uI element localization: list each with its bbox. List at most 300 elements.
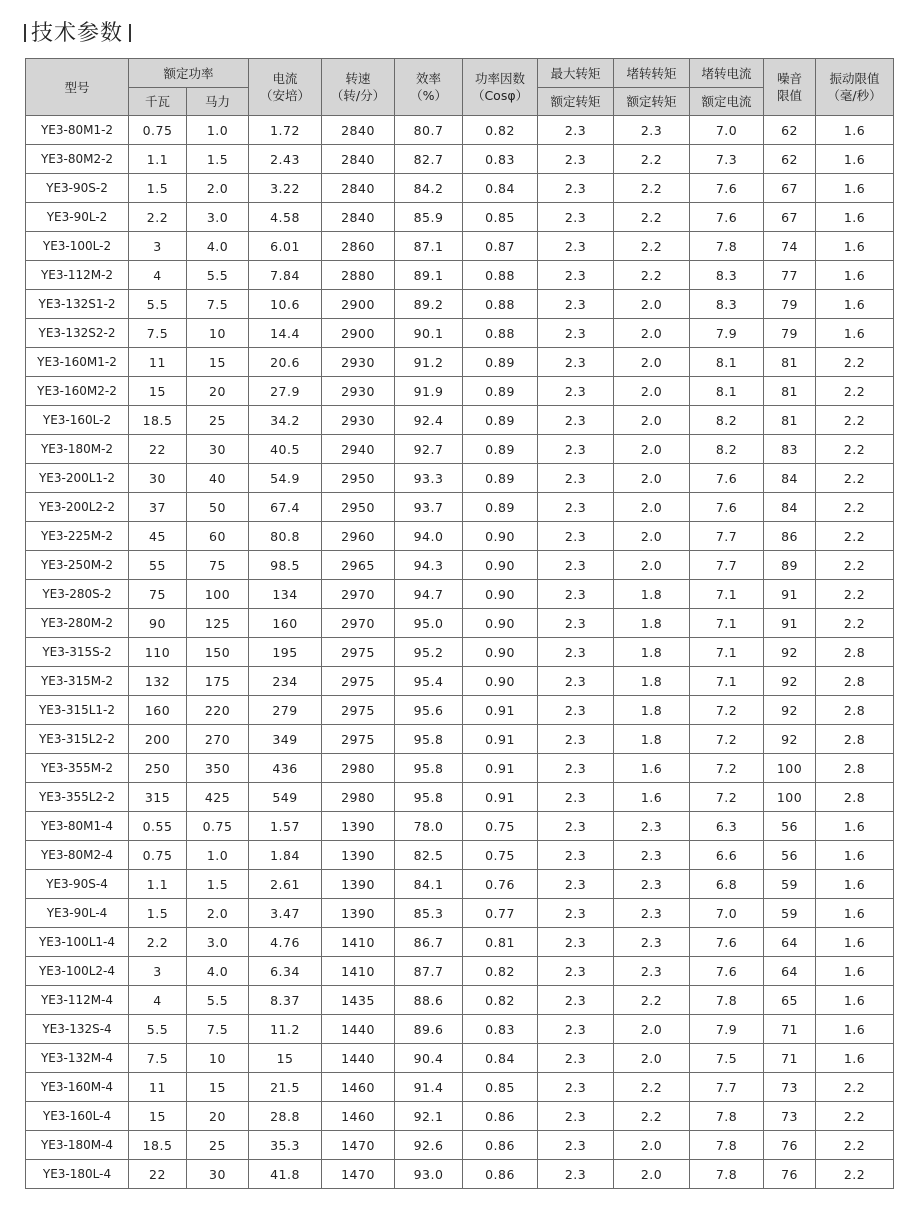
value-cell: 0.86 xyxy=(463,1160,538,1189)
value-cell: 60 xyxy=(187,522,249,551)
value-cell: 89.2 xyxy=(395,290,463,319)
value-cell: 2.2 xyxy=(129,928,187,957)
value-cell: 28.8 xyxy=(249,1102,322,1131)
table-body xyxy=(26,116,894,1189)
value-cell: 1.6 xyxy=(816,812,894,841)
value-cell: 1.72 xyxy=(249,116,322,145)
value-cell: 7.6 xyxy=(690,174,764,203)
value-cell: 62 xyxy=(764,116,816,145)
value-cell: 2900 xyxy=(322,290,395,319)
value-cell: 2.8 xyxy=(816,754,894,783)
model-cell: YE3-160L-2 xyxy=(26,406,129,435)
value-cell: 0.90 xyxy=(463,609,538,638)
page-title xyxy=(24,16,131,47)
model-cell: YE3-355L2-2 xyxy=(26,783,129,812)
table-row xyxy=(26,725,894,754)
value-cell: 22 xyxy=(129,1160,187,1189)
value-cell: 150 xyxy=(187,638,249,667)
value-cell: 4 xyxy=(129,261,187,290)
value-cell: 2.3 xyxy=(538,1073,614,1102)
value-cell: 1.6 xyxy=(816,986,894,1015)
value-cell: 2930 xyxy=(322,348,395,377)
value-cell: 134 xyxy=(249,580,322,609)
value-cell: 0.90 xyxy=(463,551,538,580)
value-cell: 2840 xyxy=(322,145,395,174)
value-cell: 71 xyxy=(764,1015,816,1044)
value-cell: 1.6 xyxy=(816,899,894,928)
value-cell: 2.3 xyxy=(538,145,614,174)
value-cell: 2.3 xyxy=(538,638,614,667)
value-cell: 92.7 xyxy=(395,435,463,464)
value-cell: 30 xyxy=(129,464,187,493)
value-cell: 2.8 xyxy=(816,725,894,754)
value-cell: 2.61 xyxy=(249,870,322,899)
model-cell: YE3-100L-2 xyxy=(26,232,129,261)
value-cell: 2.3 xyxy=(538,232,614,261)
value-cell: 7.6 xyxy=(690,957,764,986)
value-cell: 2.3 xyxy=(538,493,614,522)
model-cell: YE3-112M-4 xyxy=(26,986,129,1015)
value-cell: 2.0 xyxy=(614,493,690,522)
value-cell: 18.5 xyxy=(129,406,187,435)
value-cell: 71 xyxy=(764,1044,816,1073)
value-cell: 85.3 xyxy=(395,899,463,928)
value-cell: 2.2 xyxy=(816,464,894,493)
value-cell: 2.3 xyxy=(538,377,614,406)
value-cell: 89.1 xyxy=(395,261,463,290)
value-cell: 15 xyxy=(129,377,187,406)
value-cell: 95.8 xyxy=(395,783,463,812)
value-cell: 0.83 xyxy=(463,1015,538,1044)
value-cell: 7.9 xyxy=(690,1015,764,1044)
value-cell: 92 xyxy=(764,696,816,725)
value-cell: 100 xyxy=(764,783,816,812)
value-cell: 0.75 xyxy=(129,116,187,145)
value-cell: 2970 xyxy=(322,609,395,638)
value-cell: 90.4 xyxy=(395,1044,463,1073)
value-cell: 7.6 xyxy=(690,928,764,957)
value-cell: 2.3 xyxy=(538,406,614,435)
value-cell: 0.77 xyxy=(463,899,538,928)
value-cell: 1.6 xyxy=(816,261,894,290)
table-row xyxy=(26,551,894,580)
value-cell: 2980 xyxy=(322,754,395,783)
value-cell: 11 xyxy=(129,1073,187,1102)
table-row xyxy=(26,696,894,725)
value-cell: 95.4 xyxy=(395,667,463,696)
value-cell: 56 xyxy=(764,812,816,841)
header-kw: 千瓦 xyxy=(129,88,187,116)
value-cell: 2.3 xyxy=(538,841,614,870)
value-cell: 0.88 xyxy=(463,290,538,319)
value-cell: 74 xyxy=(764,232,816,261)
table-row xyxy=(26,406,894,435)
value-cell: 84 xyxy=(764,464,816,493)
value-cell: 2.0 xyxy=(614,1044,690,1073)
value-cell: 86 xyxy=(764,522,816,551)
value-cell: 1.6 xyxy=(816,928,894,957)
value-cell: 100 xyxy=(764,754,816,783)
value-cell: 41.8 xyxy=(249,1160,322,1189)
value-cell: 2970 xyxy=(322,580,395,609)
value-cell: 15 xyxy=(187,1073,249,1102)
table-row xyxy=(26,812,894,841)
header-max-torque-rated: 额定转矩 xyxy=(538,88,614,116)
value-cell: 2.3 xyxy=(538,1102,614,1131)
model-cell: YE3-315L1-2 xyxy=(26,696,129,725)
table-row xyxy=(26,1160,894,1189)
value-cell: 79 xyxy=(764,290,816,319)
model-cell: YE3-225M-2 xyxy=(26,522,129,551)
value-cell: 64 xyxy=(764,957,816,986)
table-row xyxy=(26,348,894,377)
header-locked-current-rated: 额定电流 xyxy=(690,88,764,116)
value-cell: 4.0 xyxy=(187,232,249,261)
value-cell: 40 xyxy=(187,464,249,493)
value-cell: 88.6 xyxy=(395,986,463,1015)
value-cell: 0.84 xyxy=(463,174,538,203)
value-cell: 2.8 xyxy=(816,638,894,667)
value-cell: 0.91 xyxy=(463,754,538,783)
value-cell: 2.3 xyxy=(538,783,614,812)
table-row xyxy=(26,435,894,464)
value-cell: 0.89 xyxy=(463,348,538,377)
value-cell: 77 xyxy=(764,261,816,290)
value-cell: 132 xyxy=(129,667,187,696)
value-cell: 2.3 xyxy=(538,1131,614,1160)
value-cell: 350 xyxy=(187,754,249,783)
value-cell: 1.6 xyxy=(816,203,894,232)
header-efficiency: 效率 （%） xyxy=(395,59,463,116)
value-cell: 50 xyxy=(187,493,249,522)
table-row xyxy=(26,580,894,609)
value-cell: 91.4 xyxy=(395,1073,463,1102)
model-cell: YE3-200L1-2 xyxy=(26,464,129,493)
value-cell: 2.3 xyxy=(538,667,614,696)
value-cell: 6.8 xyxy=(690,870,764,899)
value-cell: 65 xyxy=(764,986,816,1015)
value-cell: 0.89 xyxy=(463,493,538,522)
value-cell: 2.3 xyxy=(538,609,614,638)
value-cell: 1.8 xyxy=(614,638,690,667)
model-cell: YE3-100L2-4 xyxy=(26,957,129,986)
value-cell: 0.55 xyxy=(129,812,187,841)
model-cell: YE3-180M-4 xyxy=(26,1131,129,1160)
value-cell: 2.8 xyxy=(816,667,894,696)
model-cell: YE3-250M-2 xyxy=(26,551,129,580)
table-row xyxy=(26,261,894,290)
value-cell: 2.2 xyxy=(614,1073,690,1102)
value-cell: 2.2 xyxy=(816,493,894,522)
header-current: 电流 （安培） xyxy=(249,59,322,116)
value-cell: 1.6 xyxy=(816,957,894,986)
header-noise: 噪音 限值 xyxy=(764,59,816,116)
header-hp: 马力 xyxy=(187,88,249,116)
value-cell: 110 xyxy=(129,638,187,667)
value-cell: 7.3 xyxy=(690,145,764,174)
value-cell: 100 xyxy=(187,580,249,609)
value-cell: 7.9 xyxy=(690,319,764,348)
value-cell: 80.8 xyxy=(249,522,322,551)
table-row xyxy=(26,1131,894,1160)
value-cell: 5.5 xyxy=(187,261,249,290)
value-cell: 7.2 xyxy=(690,754,764,783)
value-cell: 549 xyxy=(249,783,322,812)
value-cell: 0.75 xyxy=(463,841,538,870)
table-header xyxy=(26,59,894,116)
value-cell: 7.5 xyxy=(690,1044,764,1073)
value-cell: 14.4 xyxy=(249,319,322,348)
value-cell: 1.0 xyxy=(187,116,249,145)
value-cell: 1.5 xyxy=(129,899,187,928)
value-cell: 20.6 xyxy=(249,348,322,377)
value-cell: 7.84 xyxy=(249,261,322,290)
table-row xyxy=(26,841,894,870)
value-cell: 1440 xyxy=(322,1015,395,1044)
value-cell: 1390 xyxy=(322,841,395,870)
value-cell: 8.2 xyxy=(690,435,764,464)
value-cell: 2.3 xyxy=(538,116,614,145)
value-cell: 84 xyxy=(764,493,816,522)
value-cell: 2975 xyxy=(322,696,395,725)
value-cell: 2.2 xyxy=(614,261,690,290)
value-cell: 1.6 xyxy=(614,754,690,783)
model-cell: YE3-80M1-2 xyxy=(26,116,129,145)
header-model: 型号 xyxy=(26,59,129,116)
value-cell: 2880 xyxy=(322,261,395,290)
value-cell: 7.1 xyxy=(690,609,764,638)
value-cell: 0.91 xyxy=(463,696,538,725)
page-title-text: 技术参数 xyxy=(31,21,124,46)
value-cell: 6.3 xyxy=(690,812,764,841)
value-cell: 2930 xyxy=(322,377,395,406)
value-cell: 90 xyxy=(129,609,187,638)
value-cell: 91.9 xyxy=(395,377,463,406)
model-cell: YE3-80M2-2 xyxy=(26,145,129,174)
spec-table xyxy=(25,58,894,1189)
value-cell: 0.88 xyxy=(463,319,538,348)
value-cell: 2.3 xyxy=(538,812,614,841)
model-cell: YE3-132M-4 xyxy=(26,1044,129,1073)
value-cell: 7.2 xyxy=(690,696,764,725)
model-cell: YE3-112M-2 xyxy=(26,261,129,290)
value-cell: 67 xyxy=(764,203,816,232)
value-cell: 1.6 xyxy=(816,290,894,319)
value-cell: 2.2 xyxy=(614,1102,690,1131)
model-cell: YE3-132S2-2 xyxy=(26,319,129,348)
value-cell: 2.3 xyxy=(538,522,614,551)
value-cell: 7.6 xyxy=(690,493,764,522)
value-cell: 95.6 xyxy=(395,696,463,725)
value-cell: 7.0 xyxy=(690,899,764,928)
value-cell: 1.1 xyxy=(129,870,187,899)
value-cell: 2.3 xyxy=(538,1015,614,1044)
value-cell: 1.8 xyxy=(614,696,690,725)
value-cell: 2.3 xyxy=(614,116,690,145)
value-cell: 93.0 xyxy=(395,1160,463,1189)
value-cell: 2.3 xyxy=(614,957,690,986)
value-cell: 95.2 xyxy=(395,638,463,667)
table-row xyxy=(26,203,894,232)
value-cell: 2.0 xyxy=(614,319,690,348)
model-cell: YE3-160M1-2 xyxy=(26,348,129,377)
value-cell: 1460 xyxy=(322,1073,395,1102)
value-cell: 0.90 xyxy=(463,580,538,609)
value-cell: 1435 xyxy=(322,986,395,1015)
value-cell: 2.3 xyxy=(614,870,690,899)
table-row xyxy=(26,116,894,145)
value-cell: 95.0 xyxy=(395,609,463,638)
model-cell: YE3-100L1-4 xyxy=(26,928,129,957)
table-row xyxy=(26,145,894,174)
value-cell: 2.0 xyxy=(614,377,690,406)
value-cell: 56 xyxy=(764,841,816,870)
value-cell: 2840 xyxy=(322,174,395,203)
value-cell: 25 xyxy=(187,1131,249,1160)
value-cell: 2.3 xyxy=(538,348,614,377)
table-row xyxy=(26,783,894,812)
value-cell: 7.5 xyxy=(129,1044,187,1073)
value-cell: 160 xyxy=(129,696,187,725)
model-cell: YE3-80M2-4 xyxy=(26,841,129,870)
value-cell: 2.3 xyxy=(538,957,614,986)
value-cell: 2.2 xyxy=(816,551,894,580)
value-cell: 2980 xyxy=(322,783,395,812)
value-cell: 2.0 xyxy=(614,1131,690,1160)
value-cell: 3.47 xyxy=(249,899,322,928)
model-cell: YE3-180L-4 xyxy=(26,1160,129,1189)
value-cell: 0.91 xyxy=(463,725,538,754)
value-cell: 2.2 xyxy=(614,232,690,261)
value-cell: 15 xyxy=(249,1044,322,1073)
value-cell: 15 xyxy=(129,1102,187,1131)
value-cell: 18.5 xyxy=(129,1131,187,1160)
model-cell: YE3-160M-4 xyxy=(26,1073,129,1102)
value-cell: 0.89 xyxy=(463,377,538,406)
header-power-factor: 功率因数 （Cosφ） xyxy=(463,59,538,116)
value-cell: 67 xyxy=(764,174,816,203)
value-cell: 4.0 xyxy=(187,957,249,986)
value-cell: 425 xyxy=(187,783,249,812)
model-cell: YE3-200L2-2 xyxy=(26,493,129,522)
value-cell: 1.5 xyxy=(129,174,187,203)
value-cell: 2.3 xyxy=(538,986,614,1015)
title-right-bar xyxy=(129,24,131,42)
value-cell: 2.2 xyxy=(614,174,690,203)
value-cell: 2.3 xyxy=(538,290,614,319)
value-cell: 7.8 xyxy=(690,986,764,1015)
value-cell: 7.8 xyxy=(690,1102,764,1131)
value-cell: 90.1 xyxy=(395,319,463,348)
value-cell: 270 xyxy=(187,725,249,754)
value-cell: 55 xyxy=(129,551,187,580)
value-cell: 436 xyxy=(249,754,322,783)
value-cell: 1.0 xyxy=(187,841,249,870)
value-cell: 25 xyxy=(187,406,249,435)
value-cell: 0.90 xyxy=(463,638,538,667)
table-row xyxy=(26,290,894,319)
model-cell: YE3-315M-2 xyxy=(26,667,129,696)
value-cell: 94.7 xyxy=(395,580,463,609)
value-cell: 0.75 xyxy=(187,812,249,841)
value-cell: 2.2 xyxy=(816,1073,894,1102)
value-cell: 234 xyxy=(249,667,322,696)
value-cell: 2930 xyxy=(322,406,395,435)
value-cell: 8.2 xyxy=(690,406,764,435)
value-cell: 98.5 xyxy=(249,551,322,580)
value-cell: 2.2 xyxy=(816,406,894,435)
value-cell: 11 xyxy=(129,348,187,377)
value-cell: 94.0 xyxy=(395,522,463,551)
value-cell: 0.88 xyxy=(463,261,538,290)
value-cell: 2.2 xyxy=(614,145,690,174)
value-cell: 7.5 xyxy=(187,290,249,319)
value-cell: 67.4 xyxy=(249,493,322,522)
value-cell: 1410 xyxy=(322,957,395,986)
value-cell: 27.9 xyxy=(249,377,322,406)
model-cell: YE3-90L-2 xyxy=(26,203,129,232)
model-cell: YE3-315S-2 xyxy=(26,638,129,667)
value-cell: 0.82 xyxy=(463,116,538,145)
value-cell: 1.8 xyxy=(614,667,690,696)
value-cell: 2.3 xyxy=(614,928,690,957)
value-cell: 2.3 xyxy=(538,435,614,464)
value-cell: 92.4 xyxy=(395,406,463,435)
value-cell: 0.83 xyxy=(463,145,538,174)
value-cell: 250 xyxy=(129,754,187,783)
value-cell: 279 xyxy=(249,696,322,725)
value-cell: 86.7 xyxy=(395,928,463,957)
value-cell: 81 xyxy=(764,348,816,377)
table-row xyxy=(26,609,894,638)
value-cell: 2.2 xyxy=(816,1160,894,1189)
value-cell: 7.7 xyxy=(690,1073,764,1102)
value-cell: 2.3 xyxy=(538,174,614,203)
value-cell: 1390 xyxy=(322,899,395,928)
value-cell: 7.1 xyxy=(690,667,764,696)
value-cell: 0.75 xyxy=(463,812,538,841)
value-cell: 20 xyxy=(187,1102,249,1131)
value-cell: 2.3 xyxy=(538,551,614,580)
value-cell: 7.6 xyxy=(690,464,764,493)
value-cell: 45 xyxy=(129,522,187,551)
value-cell: 7.8 xyxy=(690,1131,764,1160)
value-cell: 2.3 xyxy=(538,1160,614,1189)
value-cell: 2.3 xyxy=(614,812,690,841)
model-cell: YE3-180M-2 xyxy=(26,435,129,464)
value-cell: 2.3 xyxy=(538,319,614,348)
value-cell: 2.43 xyxy=(249,145,322,174)
value-cell: 2.2 xyxy=(816,522,894,551)
table-row xyxy=(26,522,894,551)
value-cell: 220 xyxy=(187,696,249,725)
value-cell: 59 xyxy=(764,870,816,899)
value-cell: 2860 xyxy=(322,232,395,261)
value-cell: 2975 xyxy=(322,667,395,696)
value-cell: 2960 xyxy=(322,522,395,551)
value-cell: 2975 xyxy=(322,725,395,754)
value-cell: 8.37 xyxy=(249,986,322,1015)
value-cell: 7.2 xyxy=(690,783,764,812)
value-cell: 2.0 xyxy=(614,1015,690,1044)
value-cell: 1390 xyxy=(322,870,395,899)
value-cell: 2.2 xyxy=(816,580,894,609)
value-cell: 92 xyxy=(764,725,816,754)
table-row xyxy=(26,928,894,957)
value-cell: 82.7 xyxy=(395,145,463,174)
value-cell: 7.5 xyxy=(129,319,187,348)
value-cell: 175 xyxy=(187,667,249,696)
